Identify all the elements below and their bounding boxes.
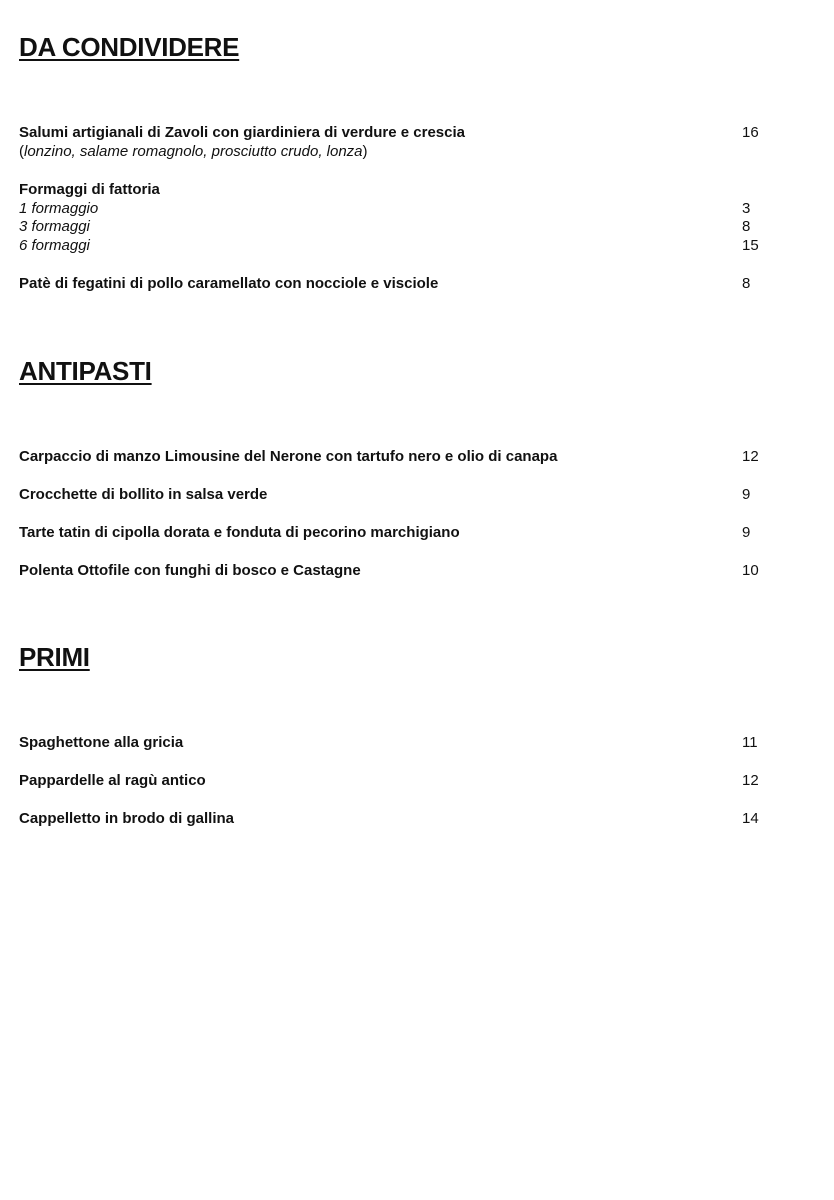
item-name: Tarte tatin di cipolla dorata e fonduta di pecorino marchigiano [19,524,460,541]
menu-option [19,236,779,255]
menu-item [19,771,779,790]
item-price: 12 [742,448,759,465]
item-price: 14 [742,810,759,827]
item-name: Formaggi di fattoria [19,181,160,198]
item-price: 8 [742,275,751,292]
option-name: 3 formaggi [19,218,90,235]
menu-item [19,485,779,504]
menu-item [19,274,779,293]
item-name: Polenta Ottofile con funghi di bosco e Castagne [19,562,361,579]
item-note: lonzino, salame romagnolo, prosciutto crudo, lonza [24,143,363,160]
item-name: Crocchette di bollito in salsa verde [19,486,268,503]
menu-item [19,180,779,199]
option-name: 6 formaggi [19,237,90,254]
menu-item [19,561,779,580]
item-name: Pappardelle al ragù antico [19,772,206,789]
item-name: Spaghettone alla gricia [19,734,184,751]
item-description [19,142,779,161]
paren-open: ( [19,143,24,160]
item-price: 11 [742,734,758,751]
item-name: Cappelletto in brodo di gallina [19,810,235,827]
option-price: 3 [742,200,751,217]
menu-item [19,123,779,142]
item-price: 16 [742,124,759,141]
option-price: 15 [742,237,759,254]
option-price: 8 [742,218,751,235]
item-name: Carpaccio di manzo Limousine del Nerone con tartufo nero e olio di canapa [19,448,558,465]
item-name: Patè di fegatini di pollo caramellato con nocciole e visciole [19,275,439,292]
section-heading-da-condividere: DA CONDIVIDERE [19,32,240,62]
menu-item [19,809,779,828]
section-heading-primi: PRIMI [19,642,90,672]
paren-close: ) [362,143,368,160]
option-name: 1 formaggio [19,200,99,217]
menu-option [19,217,779,236]
item-price: 9 [742,486,751,503]
menu-item [19,447,779,466]
menu-item [19,733,779,752]
item-price: 9 [742,524,751,541]
section-heading-antipasti: ANTIPASTI [19,356,152,386]
menu-item [19,523,779,542]
item-price: 10 [742,562,759,579]
item-name: Salumi artigianali di Zavoli con giardiniera di verdure e crescia [19,124,465,141]
menu-option [19,199,779,218]
item-price: 12 [742,772,759,789]
